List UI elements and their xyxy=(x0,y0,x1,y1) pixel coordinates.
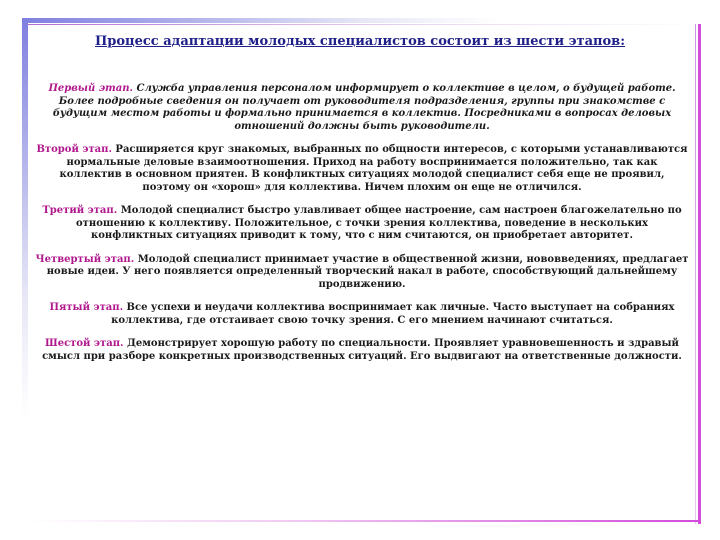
left-frame-bar xyxy=(22,18,28,518)
top-frame-bar xyxy=(22,18,702,23)
top-frame-line xyxy=(22,24,702,25)
stage-text: Молодой специалист принимает участие в общественной жизни, нововведениях, предлагает новые идеи. У него появляется определенный творческий накал в работе, способствующий дальнейшему продвижению. xyxy=(46,253,689,290)
stage-label: Четвертый этап. xyxy=(35,253,135,265)
stage-label: Первый этап. xyxy=(48,83,133,94)
stage-paragraph-3 xyxy=(34,205,690,243)
stage-text: Демонстрирует хорошую работу по специальности. Проявляет уравновешенность и здравый смысл при разборе конкретных производственных ситуаций. Его выдвигают на ответственные должности. xyxy=(42,338,682,362)
slide-title: Процесс адаптации молодых специалистов состоит из шести этапов: xyxy=(94,34,626,49)
bottom-frame-line xyxy=(28,520,698,522)
stage-label: Второй этап. xyxy=(36,144,112,155)
stage-label: Третий этап. xyxy=(42,205,118,216)
stages-list xyxy=(34,83,690,374)
stage-text: Все успехи и неудачи коллектива воспринимает как личные. Часто выступает на собраниях коллектива, где отстаивает свою точку зрения. С его мнением начинают считаться. xyxy=(111,302,675,326)
stage-paragraph-2 xyxy=(34,144,690,194)
stage-text: Расширяется круг знакомых, выбранных по общности интересов, с которыми устанавливаются нормальные деловые взаимоотношения. Приход на работу воспринимается положительно, так как коллектив в основном приятен. В конфликтных ситуациях молодой специалист себя еще не проявил, поэтому он «хорош» для коллектива. Ничем плохим он еще не отличился. xyxy=(59,144,688,193)
stage-text: Молодой специалист быстро улавливает общее настроение, сам настроен благожелательно по отношению к коллективу. Положительное, с точки зрения коллектива, поведение в нескольких конфликтных ситуациях приводит к тому, что с ним считаются, он приобретает авторитет. xyxy=(76,205,682,241)
stage-paragraph-1 xyxy=(34,83,690,133)
stage-paragraph-5 xyxy=(34,302,690,327)
stage-label: Пятый этап. xyxy=(49,302,124,313)
right-frame-line xyxy=(695,24,696,524)
right-frame-bar xyxy=(698,24,701,524)
stage-paragraph-4 xyxy=(34,254,690,292)
stage-text: Служба управления персоналом информирует о коллективе в целом, о будущей работе. Более подробные сведения он получает от руководителя подразделения, группы при знакомстве с будущим местом работы и формально принимается в коллектив. Посредниками в вопросах деловых отношений должны быть руководители. xyxy=(52,83,676,132)
stage-label: Шестой этап. xyxy=(45,338,124,349)
stage-paragraph-6 xyxy=(34,338,690,363)
